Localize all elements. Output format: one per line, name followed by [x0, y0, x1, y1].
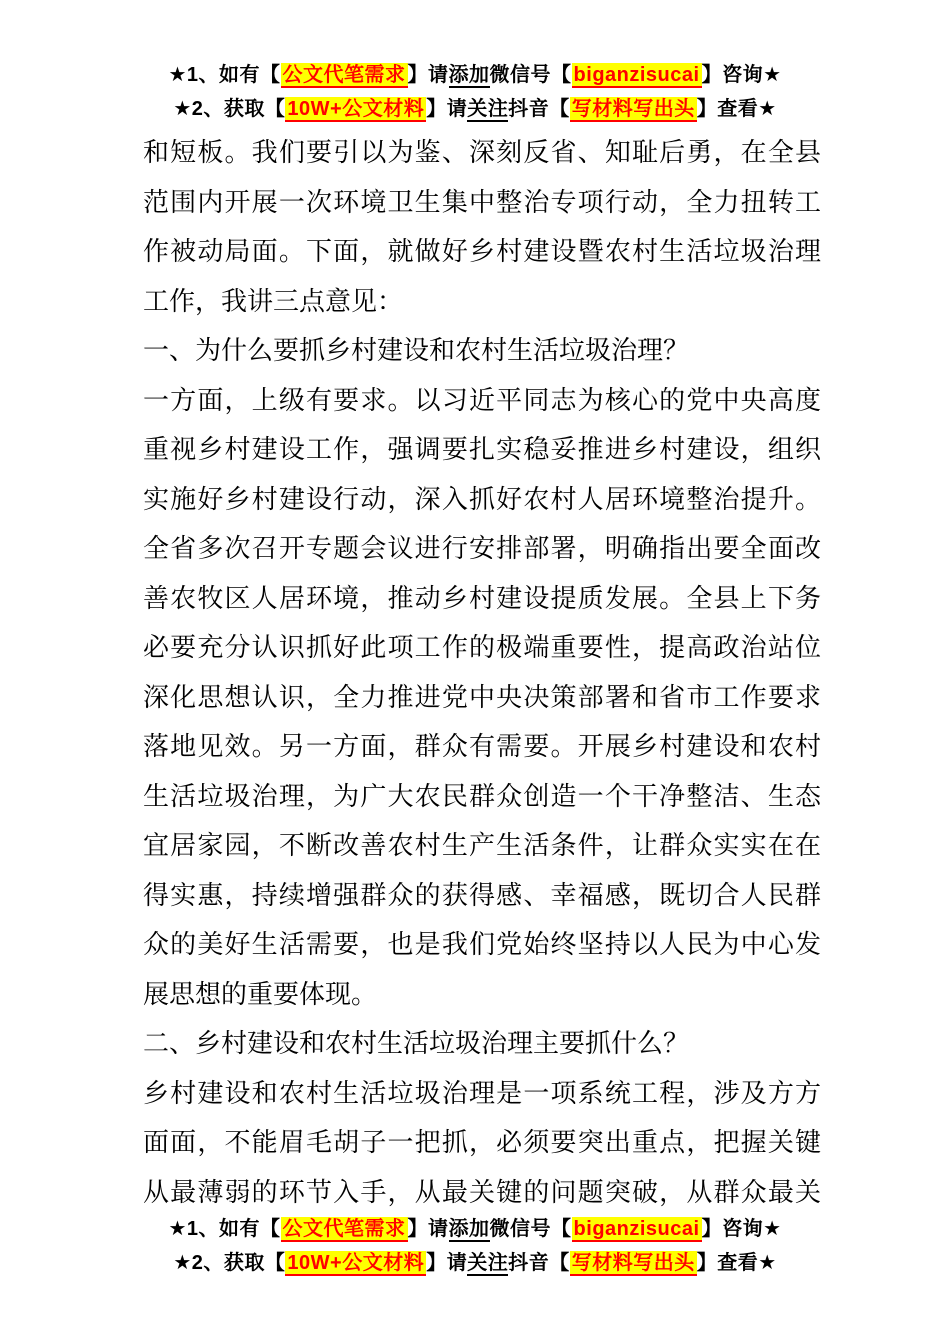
banner-text: 】请	[426, 1252, 468, 1274]
document-line: 从最薄弱的环节入手，从最关键的问题突破，从群众最关	[143, 1176, 821, 1207]
document-line: 和短板。我们要引以为鉴、深刻反省、知耻后勇，在全县	[143, 137, 821, 167]
document-line: 乡村建设和农村生活垃圾治理是一项系统工程，涉及方方	[143, 1077, 821, 1108]
highlighted-phrase: 公文代笔需求	[282, 64, 406, 86]
document-line: 范围内开展一次环境卫生集中整治专项行动，全力扭转工	[143, 186, 821, 217]
highlighted-phrase: 10W+公文材料	[287, 1252, 425, 1274]
header-promo-banner	[0, 58, 950, 126]
banner-text: 】请	[407, 64, 449, 86]
document-line: 面面，不能眉毛胡子一把抓，必须要突出重点，把握关键	[143, 1127, 821, 1157]
highlighted-phrase: 10W+公文材料	[287, 98, 425, 120]
document-line: 善农牧区人居环境，推动乡村建设提质发展。全县上下务	[143, 582, 821, 613]
document-line: 实施好乡村建设行动，深入抓好农村人居环境整治提升。	[143, 483, 821, 514]
underlined-word: 添加	[448, 64, 490, 86]
highlighted-phrase: 写材料写出头	[571, 1252, 695, 1274]
banner-text: 】咨询★	[701, 64, 782, 86]
footer-banner-line-1	[0, 1212, 950, 1246]
document-line: 作被动局面。下面，就做好乡村建设暨农村生活垃圾治理	[143, 236, 821, 266]
header-banner-line-2	[0, 92, 950, 126]
banner-text: 】查看★	[696, 1252, 777, 1274]
section-heading: 一、为什么要抓乡村建设和农村生活垃圾治理？	[143, 335, 690, 365]
document-line: 重视乡村建设工作，强调要扎实稳妥推进乡村建设，组织	[143, 434, 821, 464]
underlined-word: 关注	[467, 98, 509, 120]
document-line: 宜居家园，不断改善农村生产生活条件，让群众实实在在	[143, 830, 821, 860]
banner-text: 抖音【	[508, 1252, 570, 1274]
highlighted-phrase: biganzisucai	[573, 64, 700, 86]
document-line: 展思想的重要体现。	[143, 978, 378, 1009]
banner-text: 】请	[407, 1218, 449, 1240]
document-line: 工作，我讲三点意见：	[143, 285, 404, 316]
footer-banner-line-2	[0, 1246, 950, 1280]
section-heading: 二、乡村建设和农村生活垃圾治理主要抓什么？	[143, 1028, 690, 1058]
document-line: 一方面，上级有要求。以习近平同志为核心的党中央高度	[143, 384, 821, 415]
underlined-word: 关注	[467, 1252, 509, 1274]
document-line: 深化思想认识，全力推进党中央决策部署和省市工作要求	[143, 681, 821, 712]
banner-text: 微信号【	[489, 1218, 572, 1240]
header-banner-line-1	[0, 58, 950, 92]
document-body	[143, 128, 821, 1217]
underlined-word: 添加	[448, 1218, 490, 1240]
highlighted-phrase: 写材料写出头	[571, 98, 695, 120]
banner-text: ★1、如有【	[168, 64, 281, 86]
banner-text: ★1、如有【	[168, 1218, 281, 1240]
banner-text: 】咨询★	[701, 1218, 782, 1240]
highlighted-phrase: 公文代笔需求	[282, 1218, 406, 1240]
document-line: 落地见效。另一方面，群众有需要。开展乡村建设和农村	[143, 731, 821, 761]
banner-text: 】请	[426, 98, 468, 120]
banner-text: 抖音【	[508, 98, 570, 120]
banner-text: ★2、获取【	[173, 1252, 286, 1274]
document-line: 得实惠，持续增强群众的获得感、幸福感，既切合人民群	[143, 879, 821, 910]
highlighted-phrase: biganzisucai	[573, 1218, 700, 1240]
banner-text: 微信号【	[489, 64, 572, 86]
document-line: 全省多次召开专题会议进行安排部署，明确指出要全面改	[143, 533, 821, 563]
banner-text: ★2、获取【	[173, 98, 286, 120]
footer-promo-banner	[0, 1212, 950, 1280]
banner-text: 】查看★	[696, 98, 777, 120]
document-line: 必要充分认识抓好此项工作的极端重要性，提高政治站位	[143, 632, 821, 662]
document-line: 众的美好生活需要，也是我们党始终坚持以人民为中心发	[143, 929, 821, 959]
document-line: 生活垃圾治理，为广大农民群众创造一个干净整洁、生态	[143, 780, 821, 811]
